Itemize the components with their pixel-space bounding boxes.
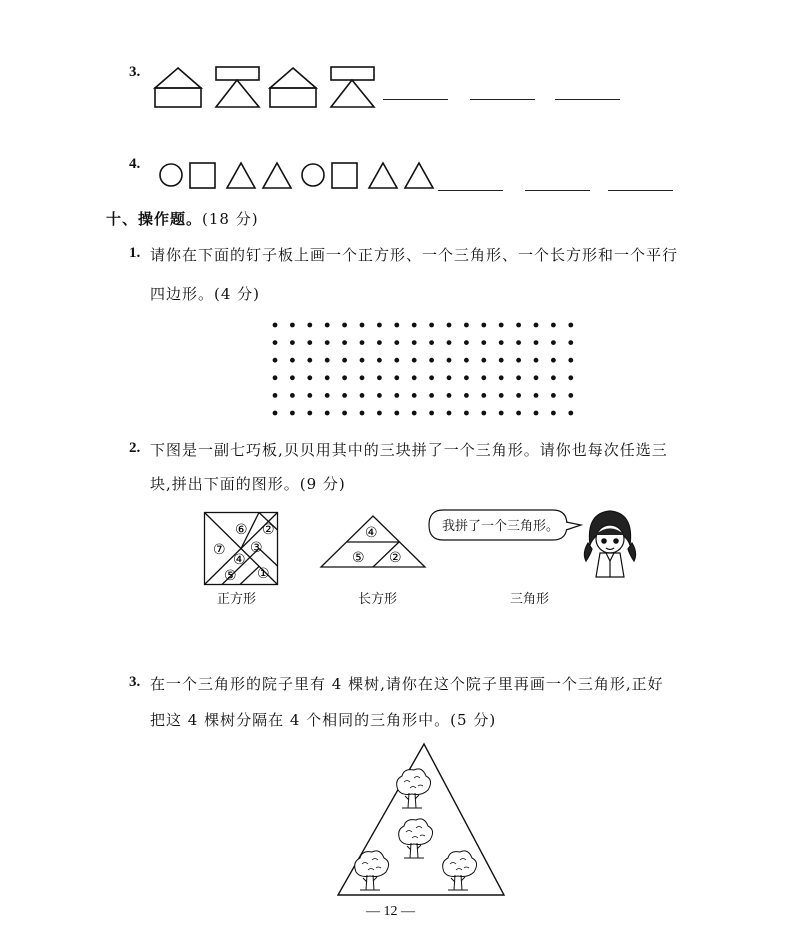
peg-dot[interactable] bbox=[429, 393, 434, 398]
peg-dot[interactable] bbox=[516, 411, 521, 416]
peg-dot[interactable] bbox=[394, 375, 399, 380]
question-4-number: 4. bbox=[129, 156, 141, 172]
piece-label: ⑤ bbox=[224, 568, 237, 584]
peg-dot[interactable] bbox=[499, 411, 504, 416]
peg-dot[interactable] bbox=[290, 411, 295, 416]
tangram-triangle bbox=[319, 512, 429, 572]
peg-dot[interactable] bbox=[447, 393, 452, 398]
peg-dot[interactable] bbox=[307, 323, 312, 328]
peg-dot[interactable] bbox=[447, 375, 452, 380]
peg-dot[interactable] bbox=[307, 340, 312, 345]
girl-character-illustration bbox=[580, 505, 640, 585]
peg-dot[interactable] bbox=[360, 358, 365, 363]
triangle-shape bbox=[369, 163, 397, 188]
peg-dot[interactable] bbox=[290, 340, 295, 345]
section-title: 十、操作题。 bbox=[106, 210, 203, 228]
peg-dot[interactable] bbox=[360, 411, 365, 416]
peg-dot[interactable] bbox=[499, 393, 504, 398]
peg-dot[interactable] bbox=[481, 323, 486, 328]
peg-dot[interactable] bbox=[325, 358, 330, 363]
task-1-line-2: 四边形。(4 分) bbox=[150, 285, 261, 303]
peg-dot[interactable] bbox=[464, 375, 469, 380]
peg-dot[interactable] bbox=[534, 340, 539, 345]
peg-dot[interactable] bbox=[377, 358, 382, 363]
peg-dot[interactable] bbox=[412, 411, 417, 416]
peg-dot[interactable] bbox=[534, 375, 539, 380]
hourglass-shape bbox=[331, 67, 374, 107]
peg-dot[interactable] bbox=[481, 393, 486, 398]
peg-dot[interactable] bbox=[534, 393, 539, 398]
piece-label: ② bbox=[262, 522, 275, 538]
square-shape bbox=[332, 163, 357, 188]
task-2-line-2: 块,拼出下面的图形。(9 分) bbox=[150, 475, 346, 493]
task-2-number: 2. bbox=[129, 440, 141, 456]
peg-dot[interactable] bbox=[447, 358, 452, 363]
peg-dot[interactable] bbox=[464, 340, 469, 345]
answer-blank[interactable] bbox=[438, 190, 503, 191]
peg-dot[interactable] bbox=[516, 358, 521, 363]
peg-dot[interactable] bbox=[412, 323, 417, 328]
tangram-square bbox=[204, 512, 284, 592]
tree-icon bbox=[399, 819, 433, 858]
peg-dot[interactable] bbox=[273, 340, 278, 345]
speech-text: 我拼了一个三角形。 bbox=[442, 519, 560, 534]
square-shape bbox=[190, 163, 215, 188]
peg-dot[interactable] bbox=[516, 375, 521, 380]
tree-icon bbox=[443, 851, 477, 890]
house-shape bbox=[270, 68, 316, 107]
peg-dot[interactable] bbox=[307, 375, 312, 380]
peg-dot[interactable] bbox=[394, 358, 399, 363]
peg-dot[interactable] bbox=[394, 340, 399, 345]
peg-dot[interactable] bbox=[342, 375, 347, 380]
peg-dot[interactable] bbox=[516, 340, 521, 345]
peg-dot[interactable] bbox=[481, 358, 486, 363]
section-score: (18 分) bbox=[202, 210, 259, 228]
peg-dot[interactable] bbox=[412, 375, 417, 380]
peg-dot[interactable] bbox=[447, 340, 452, 345]
peg-dot[interactable] bbox=[568, 375, 573, 380]
peg-dot[interactable] bbox=[429, 323, 434, 328]
piece-label: ④ bbox=[365, 525, 378, 541]
peg-dot[interactable] bbox=[534, 358, 539, 363]
pattern-3-shapes bbox=[150, 62, 390, 112]
triangle-shape bbox=[263, 163, 291, 188]
peg-dot[interactable] bbox=[342, 323, 347, 328]
peg-dot[interactable] bbox=[290, 375, 295, 380]
peg-dot[interactable] bbox=[534, 411, 539, 416]
peg-dot[interactable] bbox=[464, 358, 469, 363]
peg-dot[interactable] bbox=[273, 411, 278, 416]
peg-dot[interactable] bbox=[307, 411, 312, 416]
peg-dot[interactable] bbox=[342, 393, 347, 398]
piece-label: ① bbox=[257, 566, 270, 582]
page-number: — 12 — bbox=[366, 904, 415, 919]
piece-label: ② bbox=[389, 550, 402, 566]
piece-label: ③ bbox=[250, 540, 263, 556]
peg-dot[interactable] bbox=[342, 358, 347, 363]
peg-dot[interactable] bbox=[499, 375, 504, 380]
task-2-line-1: 下图是一副七巧板,贝贝用其中的三块拼了一个三角形。请你也每次任选三 bbox=[150, 441, 668, 459]
peg-dot[interactable] bbox=[342, 340, 347, 345]
peg-dot[interactable] bbox=[360, 340, 365, 345]
peg-dot[interactable] bbox=[360, 393, 365, 398]
triangle-shape bbox=[405, 163, 433, 188]
peg-dot[interactable] bbox=[290, 323, 295, 328]
piece-label: ⑦ bbox=[213, 542, 226, 558]
peg-dot[interactable] bbox=[551, 340, 556, 345]
peg-dot[interactable] bbox=[447, 323, 452, 328]
section-heading bbox=[106, 208, 259, 229]
peg-dot[interactable] bbox=[516, 393, 521, 398]
answer-blank[interactable] bbox=[470, 99, 535, 100]
answer-blank[interactable] bbox=[525, 190, 590, 191]
peg-dot[interactable] bbox=[481, 340, 486, 345]
peg-dot[interactable] bbox=[481, 375, 486, 380]
house-shape bbox=[155, 68, 201, 107]
label-rectangle: 长方形 bbox=[358, 592, 398, 607]
peg-dot[interactable] bbox=[273, 323, 278, 328]
peg-dot[interactable] bbox=[429, 375, 434, 380]
peg-dot[interactable] bbox=[377, 375, 382, 380]
task-1-number: 1. bbox=[129, 245, 141, 261]
task-3-line-2: 把这 4 棵树分隔在 4 个相同的三角形中。(5 分) bbox=[150, 711, 497, 729]
peg-dot[interactable] bbox=[516, 323, 521, 328]
peg-dot[interactable] bbox=[273, 358, 278, 363]
peg-dot[interactable] bbox=[464, 323, 469, 328]
peg-dot[interactable] bbox=[499, 340, 504, 345]
task-1-line-1: 请你在下面的钉子板上画一个正方形、一个三角形、一个长方形和一个平行 bbox=[150, 246, 679, 264]
peg-dot[interactable] bbox=[342, 411, 347, 416]
circle-shape bbox=[302, 164, 324, 186]
peg-dot[interactable] bbox=[377, 323, 382, 328]
peg-dot[interactable] bbox=[499, 358, 504, 363]
peg-dot[interactable] bbox=[412, 393, 417, 398]
peg-dot[interactable] bbox=[429, 411, 434, 416]
peg-dot[interactable] bbox=[377, 340, 382, 345]
peg-dot[interactable] bbox=[447, 411, 452, 416]
answer-blank[interactable] bbox=[383, 99, 448, 100]
peg-dot[interactable] bbox=[307, 358, 312, 363]
tree-icon bbox=[397, 769, 431, 808]
peg-dot[interactable] bbox=[325, 340, 330, 345]
piece-label: ⑥ bbox=[235, 522, 248, 538]
piece-label: ⑤ bbox=[352, 550, 365, 566]
peg-dot[interactable] bbox=[551, 411, 556, 416]
peg-dot[interactable] bbox=[429, 340, 434, 345]
triangle-yard[interactable] bbox=[330, 740, 530, 900]
peg-dot[interactable] bbox=[325, 393, 330, 398]
answer-blank[interactable] bbox=[555, 99, 620, 100]
peg-dot[interactable] bbox=[360, 375, 365, 380]
peg-dot[interactable] bbox=[307, 393, 312, 398]
peg-dot[interactable] bbox=[534, 323, 539, 328]
peg-dot[interactable] bbox=[568, 340, 573, 345]
peg-dot[interactable] bbox=[464, 393, 469, 398]
peg-dot[interactable] bbox=[551, 358, 556, 363]
hourglass-shape bbox=[216, 67, 259, 107]
peg-dot[interactable] bbox=[499, 323, 504, 328]
peg-dot[interactable] bbox=[360, 323, 365, 328]
peg-dot[interactable] bbox=[412, 340, 417, 345]
peg-board[interactable] bbox=[272, 322, 572, 422]
label-triangle: 三角形 bbox=[510, 592, 550, 607]
peg-dot[interactable] bbox=[290, 358, 295, 363]
task-3-number: 3. bbox=[129, 674, 141, 690]
peg-dot[interactable] bbox=[412, 358, 417, 363]
answer-blank[interactable] bbox=[608, 190, 673, 191]
piece-label: ④ bbox=[233, 552, 246, 568]
peg-dot[interactable] bbox=[394, 411, 399, 416]
peg-dot[interactable] bbox=[325, 323, 330, 328]
triangle-shape bbox=[227, 163, 255, 188]
peg-dot[interactable] bbox=[551, 375, 556, 380]
question-3-number: 3. bbox=[129, 64, 141, 80]
peg-dot[interactable] bbox=[551, 323, 556, 328]
peg-dot[interactable] bbox=[377, 393, 382, 398]
peg-dot[interactable] bbox=[568, 323, 573, 328]
task-3-line-1: 在一个三角形的院子里有 4 棵树,请你在这个院子里再画一个三角形,正好 bbox=[150, 675, 664, 693]
label-square: 正方形 bbox=[217, 592, 257, 607]
peg-dot[interactable] bbox=[290, 393, 295, 398]
peg-dot[interactable] bbox=[481, 411, 486, 416]
peg-dot[interactable] bbox=[568, 411, 573, 416]
peg-dot[interactable] bbox=[464, 411, 469, 416]
circle-shape bbox=[160, 164, 182, 186]
peg-dot[interactable] bbox=[394, 323, 399, 328]
peg-dot[interactable] bbox=[551, 393, 556, 398]
peg-dot[interactable] bbox=[273, 393, 278, 398]
peg-dot[interactable] bbox=[273, 375, 278, 380]
peg-dot[interactable] bbox=[325, 411, 330, 416]
peg-dot[interactable] bbox=[568, 358, 573, 363]
peg-dot[interactable] bbox=[325, 375, 330, 380]
pattern-4-shapes bbox=[155, 160, 445, 200]
peg-dot[interactable] bbox=[568, 393, 573, 398]
peg-dot[interactable] bbox=[394, 393, 399, 398]
peg-dot[interactable] bbox=[429, 358, 434, 363]
peg-dot[interactable] bbox=[377, 411, 382, 416]
